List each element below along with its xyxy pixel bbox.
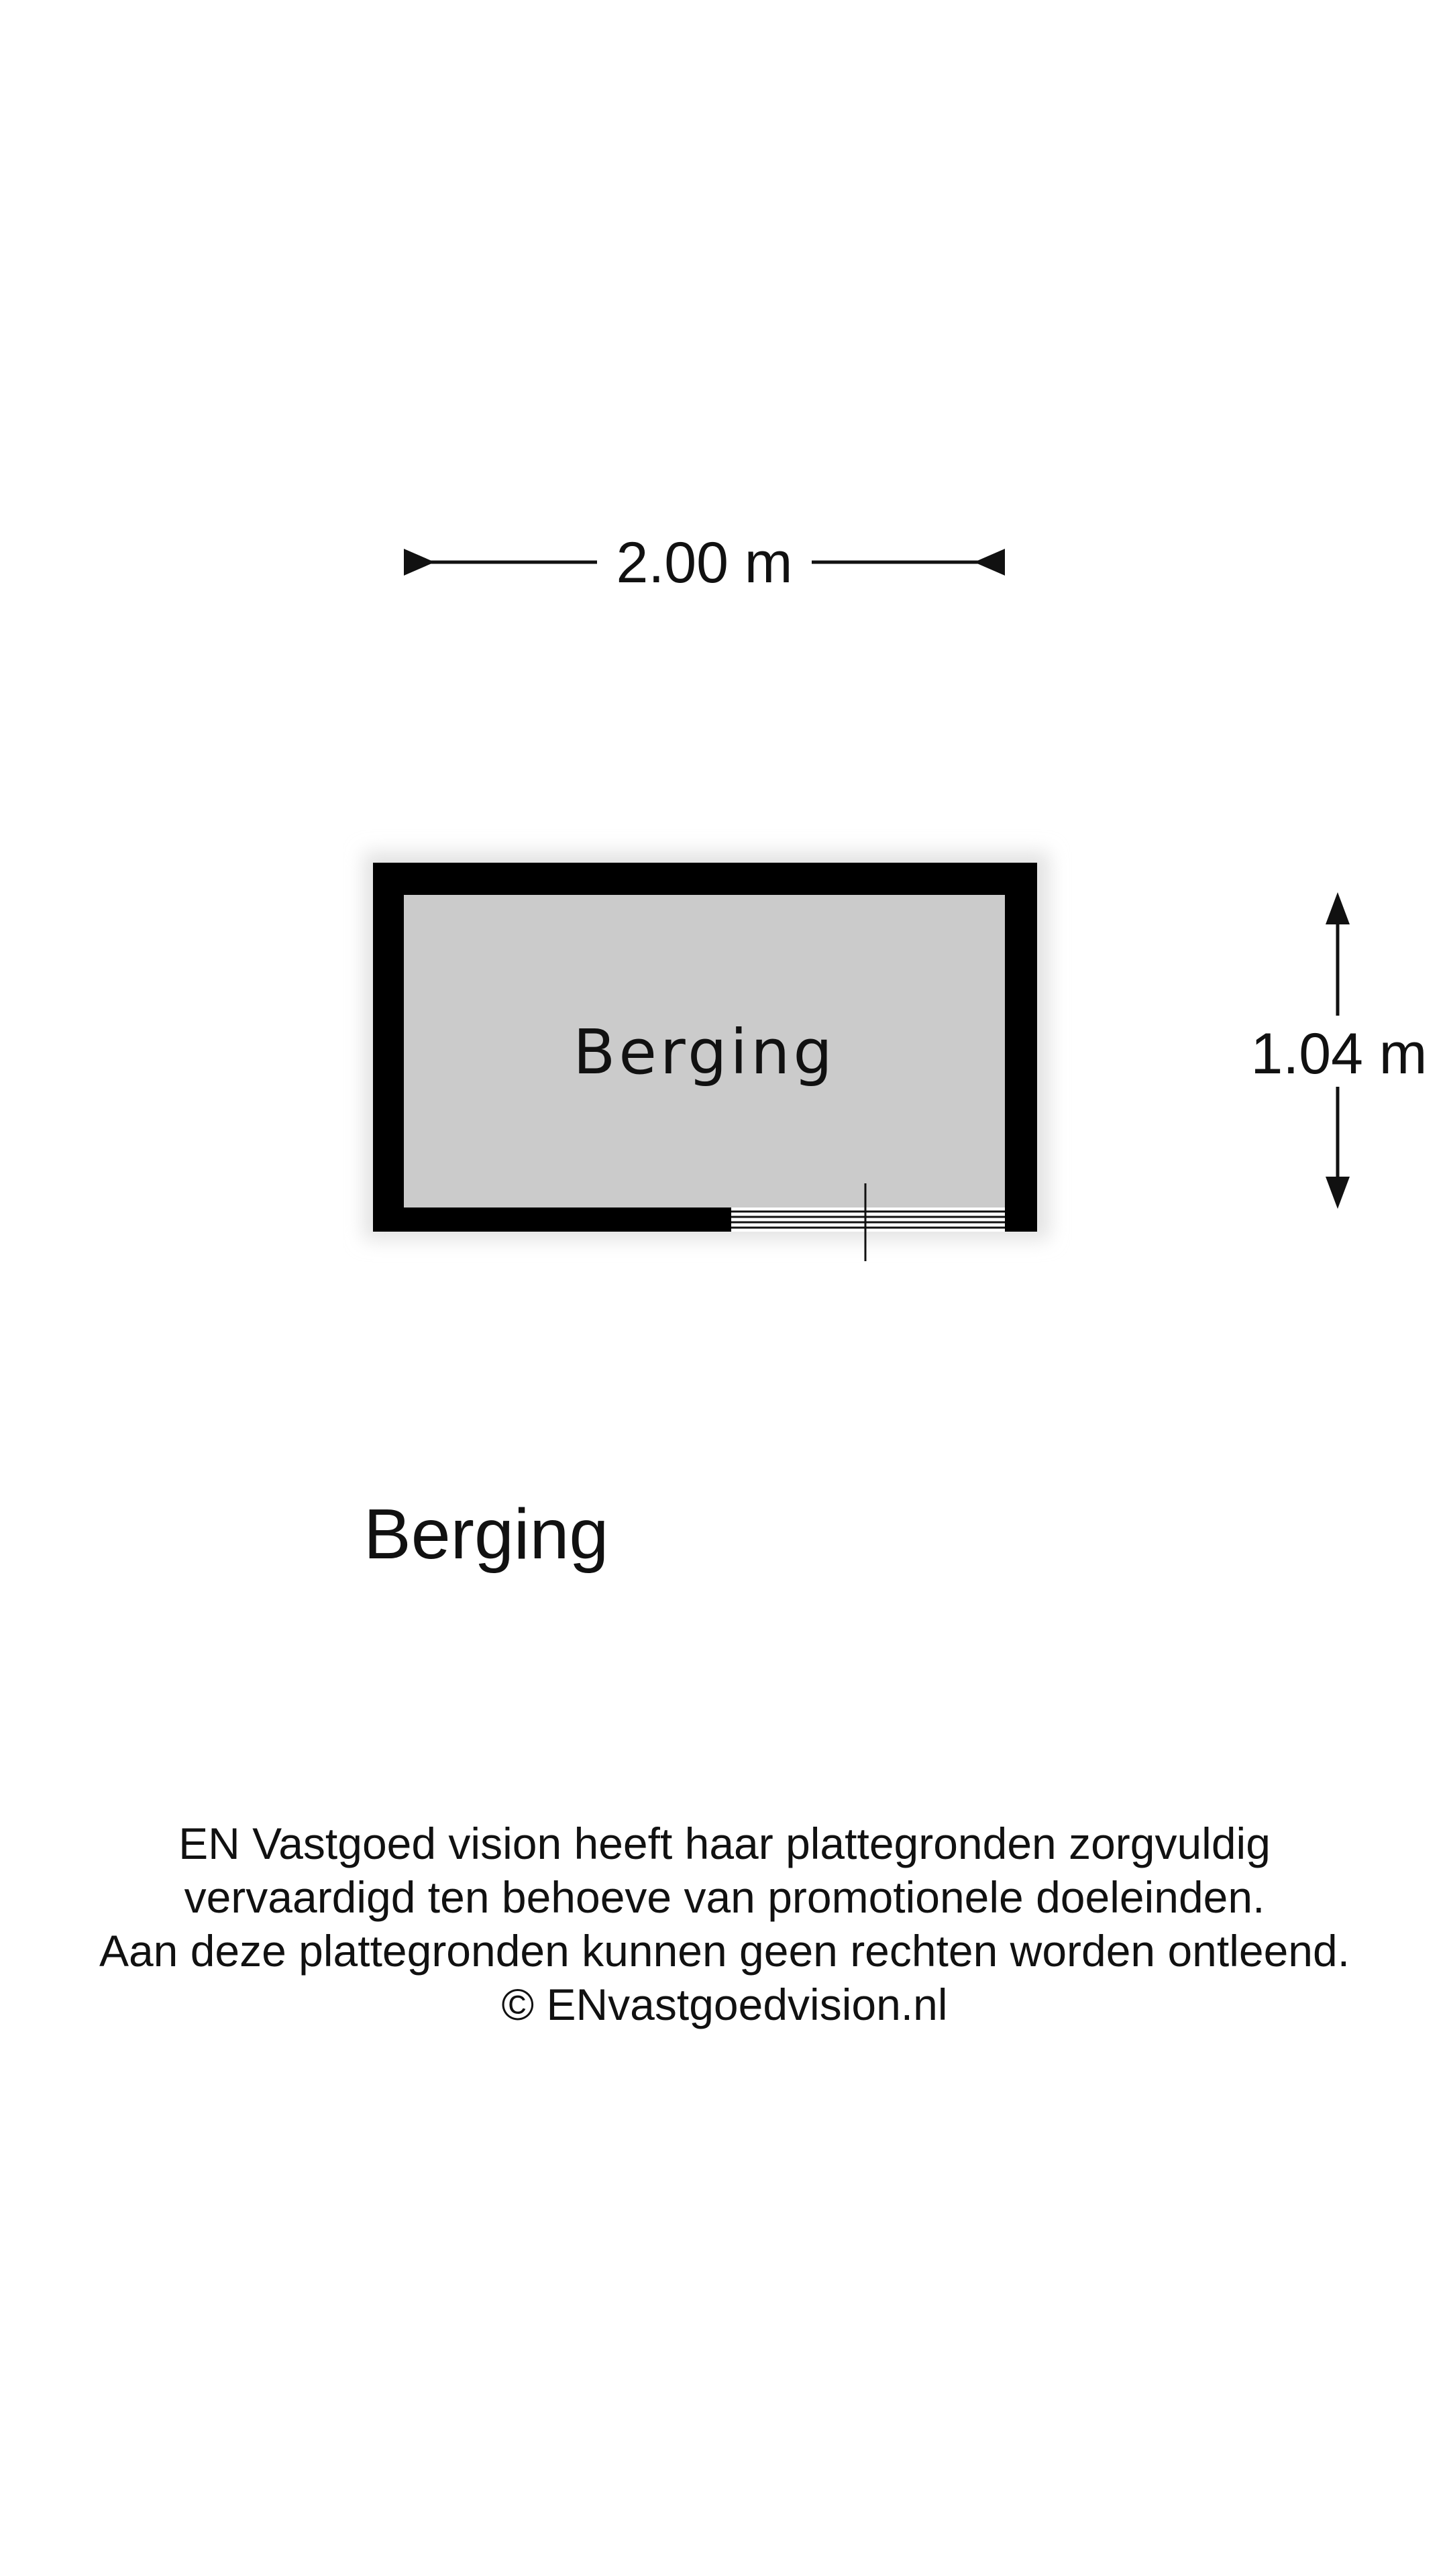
depth-label: 1.04 m xyxy=(1250,1022,1428,1086)
depth-dimension xyxy=(1251,892,1428,1209)
width-dimension xyxy=(404,531,1005,595)
width-label: 2.00 m xyxy=(616,531,793,595)
depth-arrow-down-icon xyxy=(1326,1177,1350,1209)
room-berging xyxy=(364,852,1049,1261)
copyright-line: © ENvastgoedvision.nl xyxy=(501,1980,948,2029)
width-arrow-right-icon xyxy=(974,549,1005,576)
disclaimer-line: EN Vastgoed vision heeft haar plattegronden zorgvuldig xyxy=(178,1819,1271,1868)
disclaimer-line: vervaardigd ten behoeve van promotionele doeleinden. xyxy=(184,1872,1265,1922)
room-label: Berging xyxy=(573,1016,836,1088)
depth-arrow-up-icon xyxy=(1326,892,1350,924)
disclaimer-line: Aan deze plattegronden kunnen geen rechten worden ontleend. xyxy=(99,1926,1350,1976)
floor-title: Berging xyxy=(364,1495,609,1574)
disclaimer xyxy=(0,1817,1449,2031)
